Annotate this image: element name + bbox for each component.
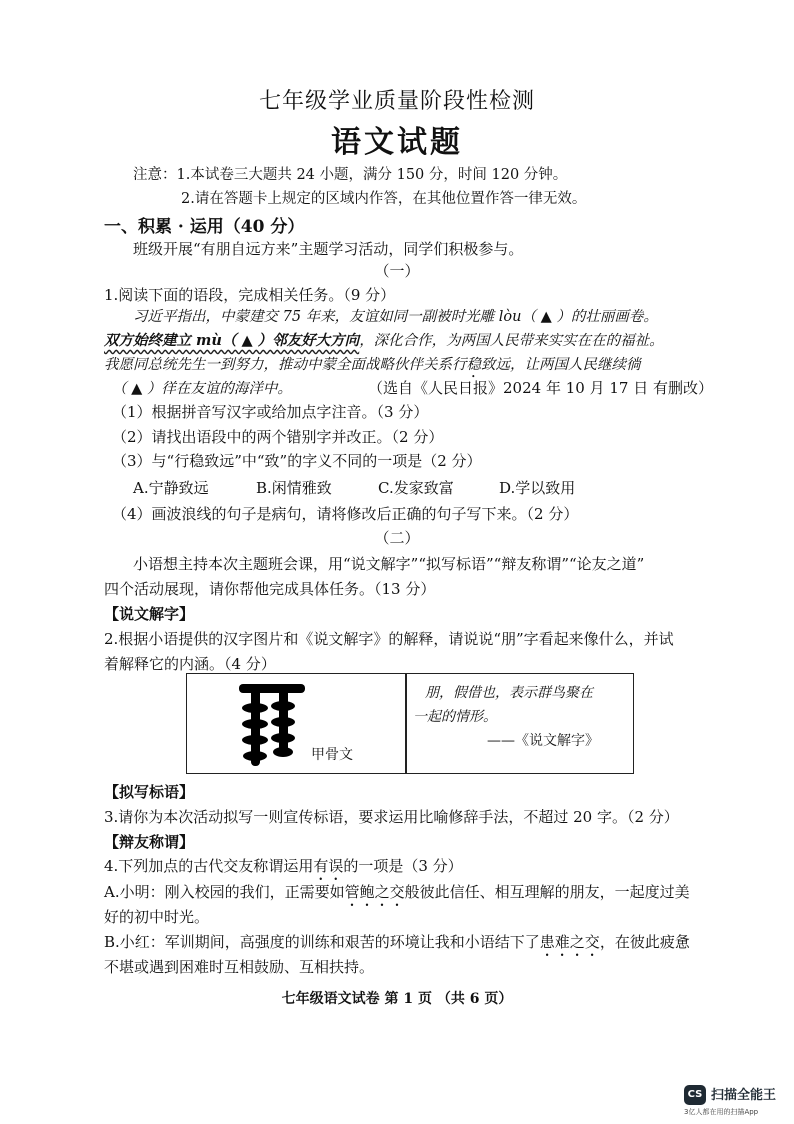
option-c: C.发家致富	[378, 479, 454, 497]
watermark-tagline: 3亿人都在用的扫描App	[684, 1108, 759, 1116]
part-2-label: （二）	[374, 529, 420, 547]
dotted-char: 稳	[466, 357, 481, 373]
q3-stem: 3.请你为本次活动拟写一则宣传标语，要求运用比喻修辞手法，不超过 20 字。（2 分）	[104, 808, 679, 826]
character-table	[186, 673, 634, 774]
q4-option-a-line-1: A.小明：刚入校园的我们，正需要如管鲍之交般彼此信任、相互理解的朋友，一起度过美	[104, 883, 690, 901]
definition-source: ——《说文解字》	[487, 733, 599, 749]
subject-title: 语文试题	[331, 125, 463, 160]
watermark-name: 扫描全能王	[711, 1088, 777, 1103]
definition-line-1: 朋，假借也，表示群鸟聚在	[425, 685, 593, 701]
q2-tag: 【说文解字】	[104, 605, 195, 623]
part-1-label: （一）	[374, 262, 420, 280]
option-a: A.宁静致远	[133, 479, 209, 497]
q1-passage-line-3: 我愿同总统先生一到努力，推动中蒙全面战略伙伴关系行稳致远，让两国人民继续徜	[104, 357, 641, 373]
q1-sub-4: （4）画波浪线的句子是病句，请将修改后正确的句子写下来。（2 分）	[112, 505, 579, 523]
option-b: B.闲情雅致	[256, 479, 332, 497]
section-intro: 班级开展“有朋自远方来”主题学习活动，同学们积极参与。	[133, 240, 524, 258]
image-caption: 甲骨文	[311, 747, 353, 763]
q1-passage-line-1: 习近平指出，中蒙建交 75 年来，友谊如同一副被时光雕 lòu（ ▲ ）的壮丽画卷。	[133, 309, 658, 325]
part-2-intro-1: 小语想主持本次主题班会课，用“说文解字”“拟写标语”“辩友称谓”“论友之道”	[133, 555, 645, 573]
q1-sub-2: （2）请找出语段中的两个错别字并改正。（2 分）	[112, 428, 444, 446]
q1-sub-3: （3）与“行稳致远”中“致”的字义不同的一项是（2 分）	[112, 452, 482, 470]
q4-tag: 【辩友称谓】	[104, 833, 195, 851]
q1-passage-line-4: （ ▲ ）徉在友谊的海洋中。	[112, 381, 292, 397]
camscanner-logo: CS	[684, 1085, 706, 1105]
q4-option-b-line-1: B.小红：军训期间，高强度的训练和艰苦的环境让我和小语结下了患难之交，在彼此疲惫	[104, 933, 690, 951]
part-2-intro-2: 四个活动展现，请你帮他完成具体任务。（13 分）	[104, 580, 436, 598]
q3-tag: 【拟写标语】	[104, 783, 195, 801]
q4-stem: 4.下列加点的古代交友称谓运用有误的一项是（3 分）	[104, 857, 463, 875]
wavy-sentence: 双方始终建立 mù（ ▲ ）邻友好大方向	[104, 332, 360, 349]
q4-option-b-line-2: 不堪或遇到困难时互相鼓励、互相扶持。	[104, 958, 375, 976]
table-divider	[405, 674, 407, 773]
section-heading: 一、积累 · 运用（40 分）	[104, 217, 305, 237]
q2-stem-2: 着解释它的内涵。（4 分）	[104, 655, 276, 673]
oracle-bone-peng-image	[217, 678, 307, 770]
definition-line-2: 一起的情形。	[413, 709, 497, 725]
q1-sub-1: （1）根据拼音写汉字或给加点字注音。（3 分）	[112, 403, 429, 421]
notice-line-2: 2.请在答题卡上规定的区域内作答，在其他位置作答一律无效。	[181, 191, 587, 207]
q4-option-a-line-2: 好的初中时光。	[104, 908, 210, 926]
exam-title: 七年级学业质量阶段性检测	[258, 89, 535, 114]
notice-line-1: 注意：1.本试卷三大题共 24 小题，满分 150 分，时间 120 分钟。	[133, 167, 568, 183]
option-d: D.学以致用	[499, 479, 576, 497]
q1-passage-line-2: 双方始终建立 mù（ ▲ ）邻友好大方向，深化合作，为两国人民带来实实在在的福祉。	[104, 332, 664, 349]
q1-stem: 1.阅读下面的语段，完成相关任务。（9 分）	[104, 286, 396, 304]
page-footer: 七年级语文试卷 第 1 页 （共 6 页）	[281, 991, 513, 1007]
q1-source: （选自《人民日报》2024 年 10 月 17 日 有删改）	[368, 379, 713, 397]
q2-stem-1: 2.根据小语提供的汉字图片和《说文解字》的解释，请说说“朋”字看起来像什么，并试	[104, 630, 674, 648]
